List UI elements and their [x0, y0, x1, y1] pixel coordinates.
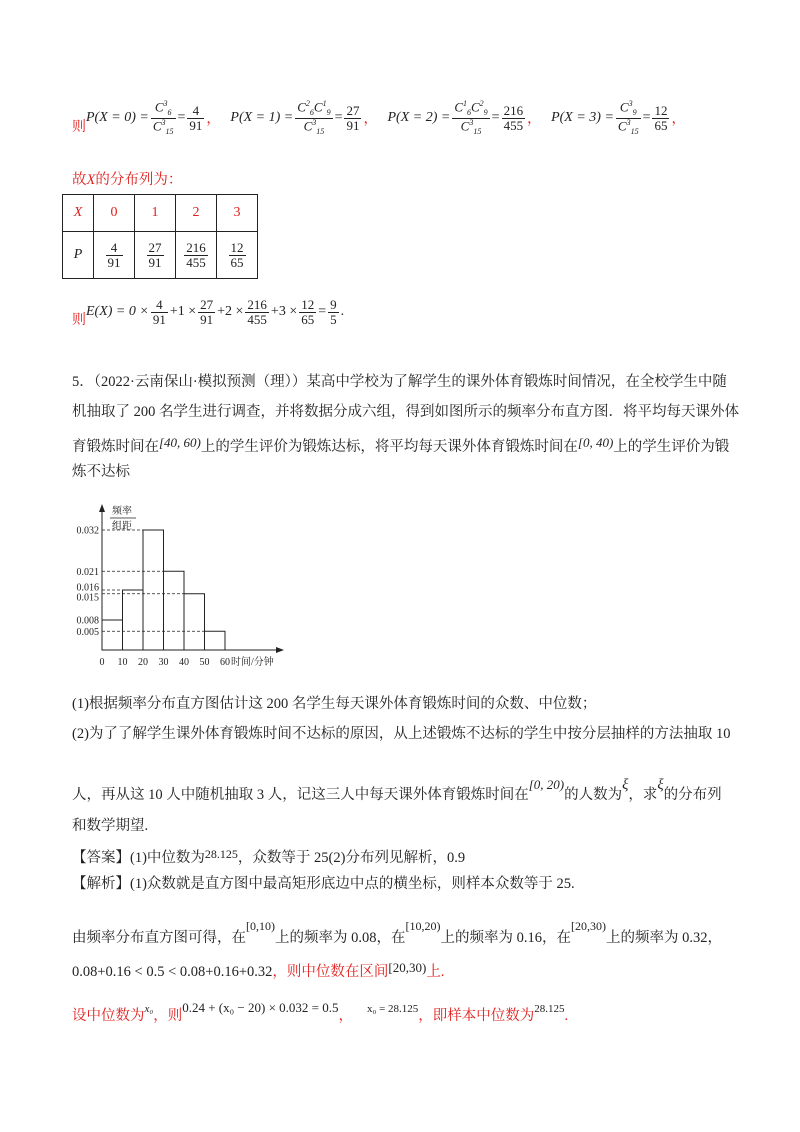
- x-tick-label: 60: [220, 657, 230, 668]
- y-tick-label: 0.016: [76, 582, 99, 594]
- ze-prefix: 则: [72, 313, 86, 328]
- question-2-line1: (2)为了了解学生课外体育锻炼时间不达标的原因，从上述锻炼不达标的学生中按分层抽样的方法抽取 10: [72, 726, 731, 742]
- table-cell: 2: [176, 195, 217, 232]
- y-tick-label: 0.032: [76, 525, 99, 537]
- histogram-bar: [102, 620, 123, 650]
- sep: ，: [363, 112, 378, 127]
- y-tick-label: 0.015: [76, 592, 99, 604]
- final-frac: $\frac{9}{5}$: [330, 296, 337, 327]
- question-2-line3: 和数学期望.: [72, 818, 149, 834]
- expectation-line: 则 E(X) = 0 × $\frac{4}{91}$ +1 × $\frac{27}{91}$ +2 × $\frac{216}{455}$ +3 × $\frac{12}{65}$ = $\frac{9}{5}$ .: [72, 296, 345, 328]
- answer-line: 【答案】(1)中位数为$^{28.125}$，众数等于 25(2)分布列见解析，0.9: [72, 847, 466, 866]
- y-tick-label: 0.005: [76, 626, 99, 638]
- table-cell: $\frac{4}{91}$: [94, 232, 135, 279]
- sep: ，: [527, 112, 542, 127]
- analysis-line2: 由频率分布直方图可得，在$^{[0,10)}$上的频率为 0.08，在$^{[10,20)}$上的频率为 0.16，在$^{[20,30)}$上的频率为 0.32，: [72, 919, 722, 946]
- table-cell: $\frac{27}{91}$: [135, 232, 176, 279]
- probability-line: 则 P(X = 0) = $\frac{C^3_6}{C^3_{15}}$ = $\frac{4}{91}$ ， P(X = 1) = $\frac{C^2_6C^1_9}{C^3_{15}}$ = $\frac{27}{91}$ ， P(X = 2) = $\frac{C^1_6C^2_9}{C^3_{15}}$ = $\frac{216}{455}$ ， P(X = 3) = $\frac{C^3_9}{C^3_{15}}$ = $\frac{12}{65}$ ，: [72, 99, 686, 136]
- table-cell: 0: [94, 195, 135, 232]
- p-x3-result: $\frac{12}{65}$: [654, 102, 668, 133]
- table-cell: 3: [217, 195, 258, 232]
- histogram-bar: [205, 631, 226, 650]
- histogram-bar: [123, 590, 144, 650]
- y-tick-label: 0.008: [76, 615, 99, 627]
- p-x2-combo-frac: $\frac{C^1_6C^2_9}{C^3_{15}}$: [454, 99, 488, 136]
- x-tick-label: 20: [138, 657, 148, 668]
- x-tick-label: 40: [179, 657, 189, 668]
- ze-prefix: 则: [72, 120, 86, 135]
- term-frac: $\frac{12}{65}$: [301, 296, 315, 327]
- histogram-bar: [184, 594, 205, 650]
- x-axis-label: 时间/分钟: [231, 657, 274, 668]
- histogram-bar: [143, 530, 164, 650]
- problem5-line4: 炼不达标: [72, 464, 130, 480]
- question-1: (1)根据频率分布直方图估计这 200 名学生每天课外体育锻炼时间的众数、中位数；: [72, 696, 597, 712]
- table-row: [63, 232, 258, 279]
- x-tick-label: 30: [158, 657, 169, 668]
- problem5-line3: 育锻炼时间在[40, 60)上的学生评价为锻炼达标，将平均每天课外体育锻炼时间在[0, 40)上的学生评价为锻: [72, 435, 730, 455]
- x-tick-label: 0: [99, 657, 105, 668]
- p-x1-combo-frac: $\frac{C^2_6C^1_9}{C^3_{15}}$: [297, 99, 331, 136]
- histogram-bar: [164, 571, 185, 650]
- expectation-lhs: E(X) = 0 ×: [86, 304, 149, 319]
- table-cell: P: [63, 232, 94, 279]
- dist-label: 故X的分布列为：: [72, 172, 183, 188]
- y-axis-label-top: 频率: [112, 506, 132, 517]
- table-cell: 1: [135, 195, 176, 232]
- y-axis-arrow: [99, 504, 105, 512]
- sep: ，: [671, 112, 686, 127]
- x-tick-label: 10: [117, 657, 128, 668]
- x-tick-label: 50: [199, 657, 210, 668]
- y-tick-label: 0.021: [76, 566, 99, 578]
- p-x1-lhs: P(X = 1) =: [230, 110, 294, 125]
- analysis-line3: 0.08+0.16 < 0.5 < 0.08+0.16+0.32，则中位数在区间[20,30)上.: [72, 960, 445, 980]
- histogram-chart: [60, 500, 310, 680]
- table-row: [63, 195, 258, 232]
- term-frac: $\frac{216}{455}$: [247, 296, 267, 327]
- question-2-line2: 人，再从这 10 人中随机抽取 3 人，记这三人中每天课外体育锻炼时间在[0, 20)的人数为ξ，求ξ的分布列: [72, 777, 722, 803]
- distribution-table: [62, 194, 258, 279]
- p-x2-lhs: P(X = 2) =: [387, 110, 451, 125]
- p-x3-combo-frac: $\frac{C^3_9}{C^3_{15}}$: [617, 99, 639, 136]
- table-cell: X: [63, 195, 94, 232]
- problem5-line1: 5．（2022·云南保山·模拟预测（理））某高中学校为了解学生的课外体育锻炼时间情况，在全校学生中随: [72, 374, 727, 390]
- p-x3-lhs: P(X = 3) =: [551, 110, 614, 125]
- p-x0-result: $\frac{4}{91}$: [189, 102, 203, 133]
- x-axis-arrow: [276, 647, 284, 653]
- sep: ，: [206, 112, 221, 127]
- p-x0-combo-frac: $\frac{C^3_6}{C^3_{15}}$: [152, 99, 174, 136]
- problem5-line2: 机抽取了 200 名学生进行调查，并将数据分成六组，得到如图所示的频率分布直方图．将平均每天课外体: [72, 404, 739, 420]
- p-x1-result: $\frac{27}{91}$: [346, 102, 360, 133]
- table-cell: $\frac{216}{455}$: [176, 232, 217, 279]
- p-x2-result: $\frac{216}{455}$: [503, 102, 524, 133]
- analysis-line4: 设中位数为$^{x_0}$，则0.24 + (x₀ − 20) × 0.032 = 0.5， $^{x_0 = 28.125}$，即样本中位数为$^{28.125}$.: [72, 1000, 569, 1024]
- table-cell: $\frac{12}{65}$: [217, 232, 258, 279]
- term-frac: $\frac{27}{91}$: [200, 296, 214, 327]
- p-x0-lhs: P(X = 0) =: [86, 110, 149, 125]
- analysis-line1: 【解析】(1)众数就是直方图中最高矩形底边中点的横坐标，则样本众数等于 25.: [72, 876, 575, 892]
- y-axis-label-bottom: 组距: [112, 521, 132, 532]
- term-frac: $\frac{4}{91}$: [152, 296, 166, 327]
